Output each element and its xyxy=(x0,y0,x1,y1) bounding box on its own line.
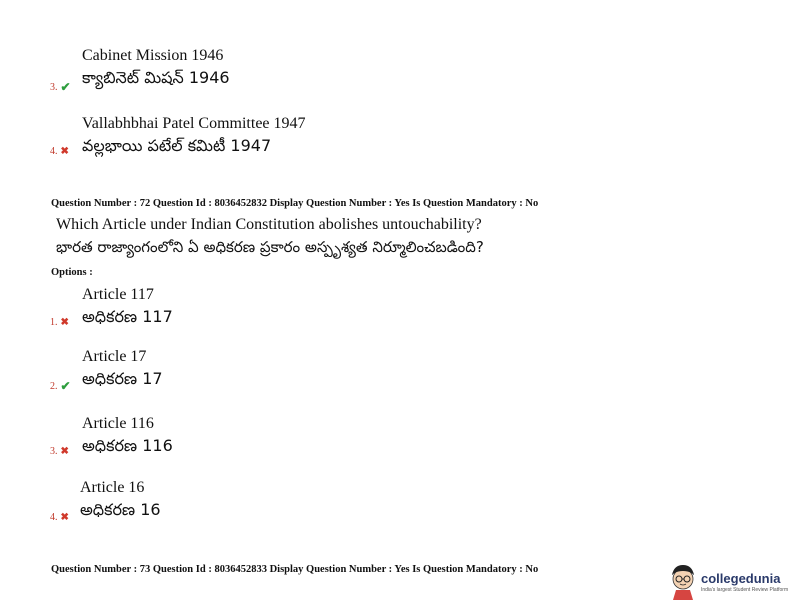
brand-tagline: India's largest Student Review Platform xyxy=(701,586,789,593)
student-mascot-icon xyxy=(668,563,698,601)
q72-option-2-english: Article 17 xyxy=(82,348,147,365)
options-label: Options : xyxy=(51,267,93,278)
q72-option-1-telugu: అధికరణ 117 xyxy=(82,307,173,326)
cross-icon: ✖ xyxy=(60,446,69,457)
q72-option-3-number: 3. ✖ xyxy=(50,446,69,457)
option-4-telugu: వల్లభాయి పటేల్ కమిటీ 1947 xyxy=(82,136,272,155)
check-icon: ✔ xyxy=(60,80,71,94)
q72-option-2-number: 2. ✔ xyxy=(50,379,71,393)
question-72-text-english: Which Article under Indian Constitution abolishes untouchability? xyxy=(56,216,482,233)
q72-option-4-english: Article 16 xyxy=(80,479,145,496)
q72-option-2-telugu: అధికరణ 17 xyxy=(82,369,163,388)
option-4-english: Vallabhbhai Patel Committee 1947 xyxy=(82,115,306,132)
question-72-text-telugu: భారత రాజ్యాంగంలోని ఏ అధికరణ ప్రకారం అస్పృశ్యత నిర్మూలించబడింది? xyxy=(56,238,484,256)
brand-name: collegedunia xyxy=(701,570,781,586)
cross-icon: ✖ xyxy=(60,317,69,328)
option-3-telugu: క్యాబినెట్ మిషన్ 1946 xyxy=(82,68,230,87)
option-3-english: Cabinet Mission 1946 xyxy=(82,47,224,64)
question-72-header: Question Number : 72 Question Id : 8036452832 Display Question Number : Yes Is Question Mandatory : No xyxy=(51,198,539,209)
q72-option-1-english: Article 117 xyxy=(82,286,154,303)
cross-icon: ✖ xyxy=(60,146,69,157)
collegedunia-watermark xyxy=(668,563,788,601)
question-73-header: Question Number : 73 Question Id : 8036452833 Display Question Number : Yes Is Question Mandatory : No xyxy=(51,564,539,575)
q72-option-1-number: 1. ✖ xyxy=(50,317,69,328)
q72-option-3-english: Article 116 xyxy=(82,415,154,432)
cross-icon: ✖ xyxy=(60,512,69,523)
q72-option-4-telugu: అధికరణ 16 xyxy=(80,500,161,519)
q72-option-4-number: 4. ✖ xyxy=(50,512,69,523)
option-3-number: 3. ✔ xyxy=(50,80,71,94)
q72-option-3-telugu: అధికరణ 116 xyxy=(82,436,173,455)
check-icon: ✔ xyxy=(60,379,71,393)
option-4-number: 4. ✖ xyxy=(50,146,69,157)
